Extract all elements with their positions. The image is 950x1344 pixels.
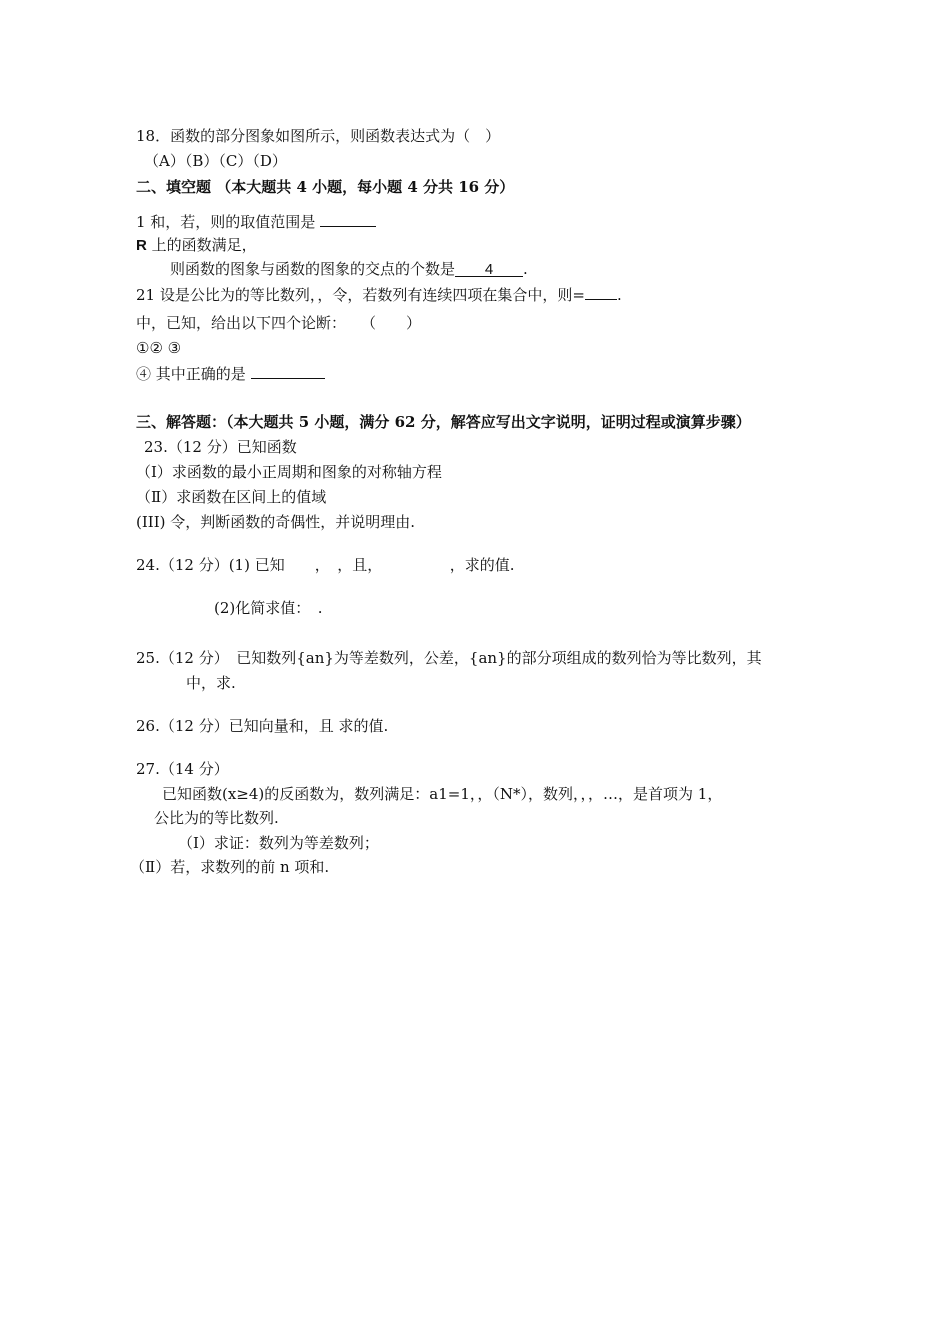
q25-line-2: 中，求. <box>186 674 236 692</box>
q22-line-3 <box>136 362 325 384</box>
q22-line-1: 中，已知，给出以下四个论断： （ ） <box>136 314 422 332</box>
section-2-heading: 二、填空题 （本大题共 4 小题，每小题 4 分共 16 分） <box>136 178 515 196</box>
section-3-heading: 三、解答题：（本大题共 5 小题，满分 62 分，解答应写出文字说明，证明过程或演算步骤） <box>136 413 751 431</box>
q22-blank <box>251 362 325 379</box>
q19-blank <box>320 210 376 227</box>
q27-line-4: （Ⅰ）求证：数列为等差数列； <box>178 834 379 852</box>
q20-line-1 <box>136 235 257 256</box>
q24-line-2: (2)化简求值： . <box>214 599 323 617</box>
q27-line-3: 公比为的等比数列. <box>154 809 279 827</box>
q23-line-3: （Ⅱ）求函数在区间上的值域 <box>136 488 327 506</box>
q27-line-2: 已知函数(x≥4)的反函数为，数列满足：a1=1，，（N*），数列，，，…，是首项为 1， <box>162 785 723 803</box>
q26-text: 26.（12 分）已知向量和，且 求的值. <box>136 717 389 735</box>
q22-prompt: ④ 其中正确的是 <box>136 365 246 383</box>
q20-answer: 4 <box>455 260 523 277</box>
q21-stem: 21 设是公比为的等比数列，，令，若数列有连续四项在集合中，则= <box>136 286 585 304</box>
q19-text <box>136 210 376 232</box>
q23-line-1: 23.（12 分）已知函数 <box>144 438 297 456</box>
q21-text: 21 设是公比为的等比数列，，令，若数列有连续四项在集合中，则= . <box>136 283 622 305</box>
q18-stem: 18．函数的部分图象如图所示，则函数表达式为（ ） <box>136 127 501 145</box>
q21-blank <box>585 283 617 300</box>
q20-stem-b: 则函数的图象与函数的图象的交点的个数是 <box>170 260 456 278</box>
q20-line-2: 则函数的图象与函数的图象的交点的个数是 4 . <box>170 260 528 278</box>
q20-stem-a: 上的函数满足， <box>146 236 257 254</box>
q24-line-1: 24.（12 分）(1) 已知 ， ，且， ，求的值. <box>136 556 515 574</box>
q25-line-1: 25.（12 分） 已知数列{an}为等差数列，公差，{an}的部分项组成的数列恰为等比数列，其 <box>136 649 762 667</box>
q23-line-2: （Ⅰ）求函数的最小正周期和图象的对称轴方程 <box>136 463 442 481</box>
q22-line-2: ①② ③ <box>136 339 182 357</box>
q23-line-4: (III) 令，判断函数的奇偶性，并说明理由. <box>136 513 416 531</box>
q19-stem: 1 和，若，则的取值范围是 <box>136 213 316 231</box>
q27-line-1: 27.（14 分） <box>136 760 229 778</box>
q27-line-5: （Ⅱ）若，求数列的前 n 项和. <box>130 858 330 876</box>
q20-bold-r: R <box>136 237 147 254</box>
q18-options: （A）（B）（C）（D） <box>144 152 287 170</box>
